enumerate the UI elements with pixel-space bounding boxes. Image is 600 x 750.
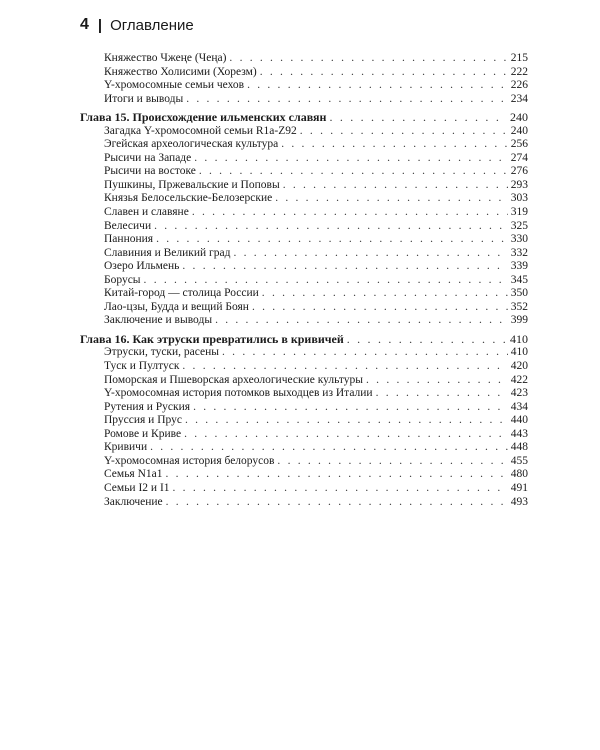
toc-entry-page: 256	[510, 138, 528, 151]
toc-section-entry[interactable]	[80, 414, 528, 428]
toc-entry-title: Итоги и выводы	[104, 92, 184, 105]
toc-entry-title: Y-хромосомные семьи чехов	[104, 79, 245, 92]
toc-section-entry[interactable]	[80, 66, 528, 80]
toc-entry-title: Поморская и Пшеворская археологические культуры	[104, 373, 364, 386]
toc-entry-page: 440	[510, 414, 528, 427]
toc-entry-page: 240	[510, 124, 528, 137]
toc-section-entry[interactable]	[80, 374, 528, 388]
toc-leader-dots	[192, 206, 508, 220]
toc-leader-dots	[186, 93, 508, 107]
toc-leader-dots	[150, 441, 508, 455]
toc-entry-page: 215	[510, 52, 528, 64]
toc-entry-page: 491	[510, 481, 528, 494]
toc-leader-dots	[166, 496, 508, 510]
toc-entry-title: Заключение	[104, 495, 163, 508]
toc-entry-title: Этруски, туски, расены	[104, 346, 220, 359]
toc-entry-page: 448	[510, 441, 528, 454]
toc-section-entry[interactable]	[80, 314, 528, 328]
toc-entry-page: 319	[510, 206, 528, 219]
toc-leader-dots	[156, 233, 508, 247]
toc-entry-page: 293	[510, 178, 528, 191]
toc-entry-page: 350	[510, 287, 528, 300]
toc-entry-title: Княжество Чжеңе (Чеңа)	[104, 52, 227, 64]
toc-leader-dots	[193, 401, 508, 415]
page-number: 4	[80, 16, 89, 33]
toc-leader-dots	[262, 287, 508, 301]
toc-leader-dots	[275, 192, 508, 206]
toc-section-entry[interactable]	[80, 428, 528, 442]
toc-entry-page: 274	[510, 151, 528, 164]
running-header	[80, 14, 194, 36]
toc-entry-title: Рысичи на востоке	[104, 165, 196, 178]
toc-section-entry[interactable]	[80, 455, 528, 469]
toc-section-entry[interactable]	[80, 192, 528, 206]
toc-section-entry[interactable]	[80, 165, 528, 179]
toc-entry-page: 276	[510, 165, 528, 178]
toc-entry-page: 399	[510, 314, 528, 327]
toc-entry-title: Ромове и Криве	[104, 427, 182, 440]
toc-entry-title: Велесичи	[104, 219, 152, 232]
toc-entry-page: 330	[510, 233, 528, 246]
toc-entry-page: 480	[510, 468, 528, 481]
toc-entry-title: Озеро Ильмень	[104, 260, 180, 273]
toc-section-entry[interactable]	[80, 152, 528, 166]
toc-leader-dots	[229, 52, 507, 66]
toc-entry-page: 422	[510, 373, 528, 386]
toc-entry-page: 234	[510, 92, 528, 105]
toc-leader-dots	[182, 360, 507, 374]
toc-section-entry[interactable]	[80, 206, 528, 220]
toc-leader-dots	[222, 346, 508, 360]
toc-leader-dots	[329, 111, 507, 125]
toc-entry-title: Туск и Пултуск	[104, 360, 180, 373]
toc-entry-page: 352	[510, 300, 528, 313]
toc-entry-title: Князья Белосельские-Белозерские	[104, 192, 273, 205]
toc-chapter-entry[interactable]	[80, 111, 528, 125]
toc-entry-title: Пушкины, Пржевальские и Поповы	[104, 178, 280, 191]
toc-section-entry[interactable]	[80, 387, 528, 401]
toc-leader-dots	[173, 482, 508, 496]
toc-entry-title: Славиния и Великий град	[104, 246, 231, 259]
toc-section-entry[interactable]	[80, 468, 528, 482]
toc-leader-dots	[260, 66, 508, 80]
table-of-contents	[80, 52, 528, 509]
header-separator: |	[97, 16, 103, 34]
toc-entry-title: Глава 15. Происхождение ильменских славян	[80, 110, 327, 125]
toc-entry-page: 226	[510, 79, 528, 92]
toc-entry-title: Борусы	[104, 273, 141, 286]
toc-section-entry[interactable]	[80, 287, 528, 301]
toc-entry-page: 434	[510, 400, 528, 413]
toc-entry-title: Рысичи на Западе	[104, 151, 192, 164]
toc-entry-title: Семьи I2 и I1	[104, 481, 170, 494]
toc-leader-dots	[185, 414, 508, 428]
toc-entry-title: Княжество Холисими (Хорезм)	[104, 65, 257, 78]
toc-leader-dots	[144, 274, 508, 288]
toc-entry-title: Пруссия и Прус	[104, 414, 182, 427]
toc-leader-dots	[281, 138, 508, 152]
toc-entry-page: 325	[510, 219, 528, 232]
toc-entry-page: 222	[510, 65, 528, 78]
toc-entry-page: 240	[510, 110, 528, 125]
toc-leader-dots	[347, 333, 507, 347]
toc-section-entry[interactable]	[80, 125, 528, 139]
toc-section-entry[interactable]	[80, 401, 528, 415]
toc-leader-dots	[166, 468, 508, 482]
toc-section-entry[interactable]	[80, 93, 528, 107]
toc-leader-dots	[199, 165, 508, 179]
toc-entry-title: Загадка Y-хромосомной семьи R1a-Z92	[104, 124, 297, 137]
toc-section-entry[interactable]	[80, 247, 528, 261]
toc-leader-dots	[182, 260, 507, 274]
toc-entry-page: 455	[510, 454, 528, 467]
toc-entry-title: Рутения и Руския	[104, 400, 191, 413]
toc-section-entry[interactable]	[80, 346, 528, 360]
toc-section-entry[interactable]	[80, 441, 528, 455]
toc-section-entry[interactable]	[80, 301, 528, 315]
toc-section-entry[interactable]	[80, 496, 528, 510]
toc-leader-dots	[300, 125, 508, 139]
toc-entry-title: Заключение и выводы	[104, 314, 213, 327]
toc-entry-title: Глава 16. Как этруски превратились в кривичей	[80, 331, 344, 346]
toc-entry-title: Китай-город — столица России	[104, 287, 259, 300]
toc-entry-title: Y-хромосомная история потомков выходцев из Италии	[104, 387, 373, 400]
toc-entry-title: Славен и славяне	[104, 206, 189, 219]
toc-section-entry[interactable]	[80, 482, 528, 496]
toc-entry-page: 303	[510, 192, 528, 205]
toc-leader-dots	[247, 79, 508, 93]
toc-leader-dots	[184, 428, 508, 442]
toc-entry-page: 410	[510, 346, 528, 359]
toc-entry-page: 443	[510, 427, 528, 440]
toc-entry-title: Y-хромосомная история белорусов	[104, 454, 275, 467]
toc-section-entry[interactable]	[80, 260, 528, 274]
toc-entry-page: 420	[510, 360, 528, 373]
toc-section-entry[interactable]	[80, 138, 528, 152]
toc-section-entry[interactable]	[80, 274, 528, 288]
toc-entry-page: 339	[510, 260, 528, 273]
toc-entry-title: Семья N1a1	[104, 468, 163, 481]
toc-entry-page: 410	[510, 331, 528, 346]
toc-section-entry[interactable]	[80, 233, 528, 247]
toc-leader-dots	[376, 387, 508, 401]
toc-entry-title: Лао-цзы, Будда и вещий Боян	[104, 300, 249, 313]
toc-leader-dots	[366, 374, 508, 388]
toc-leader-dots	[215, 314, 508, 328]
toc-leader-dots	[252, 301, 508, 315]
toc-section-entry[interactable]	[80, 360, 528, 374]
toc-section-entry[interactable]	[80, 179, 528, 193]
toc-section-entry[interactable]	[80, 79, 528, 93]
toc-leader-dots	[277, 455, 507, 469]
toc-section-entry[interactable]	[80, 52, 528, 66]
toc-leader-dots	[194, 152, 507, 166]
toc-section-entry[interactable]	[80, 220, 528, 234]
toc-entry-page: 332	[510, 246, 528, 259]
toc-entry-page: 423	[510, 387, 528, 400]
toc-chapter-entry[interactable]	[80, 333, 528, 347]
running-title: Оглавление	[110, 16, 194, 34]
toc-leader-dots	[283, 179, 508, 193]
toc-leader-dots	[154, 220, 508, 234]
toc-entry-page: 493	[510, 495, 528, 508]
toc-entry-title: Кривичи	[104, 441, 148, 454]
toc-entry-title: Паннония	[104, 233, 154, 246]
toc-entry-page: 345	[510, 273, 528, 286]
toc-leader-dots	[233, 247, 507, 261]
toc-entry-title: Эгейская археологическая культура	[104, 138, 279, 151]
